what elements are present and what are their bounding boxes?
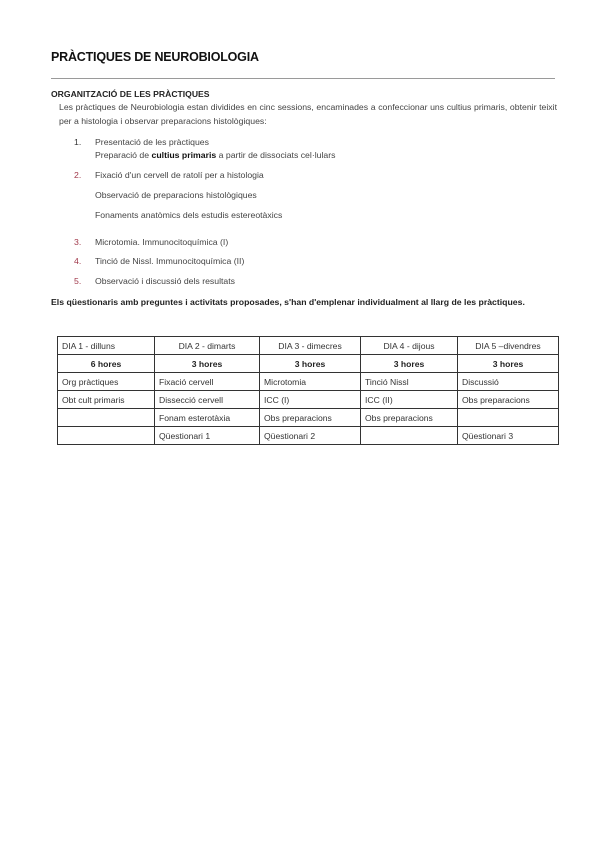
table-cell: Dissecció cervell: [155, 391, 260, 409]
session-3-number: 3.: [74, 237, 82, 247]
page-title: PRÀCTIQUES DE NEUROBIOLOGIA: [51, 50, 259, 64]
table-row: [58, 409, 559, 427]
table-cell: Qüestionari 3: [458, 427, 559, 445]
session-2-line-3: Fonaments anatòmics dels estudis estereotàxics: [95, 210, 283, 220]
hours-day-4: 3 hores: [361, 355, 458, 373]
title-divider: [51, 78, 555, 79]
header-day-5: DIA 5 –divendres: [458, 337, 559, 355]
header-day-1: DIA 1 - dilluns: [58, 337, 155, 355]
session-4-line-1: Tinció de Nissl. Immunocitoquímica (II): [95, 256, 245, 266]
session-5-number: 5.: [74, 276, 82, 286]
session-5-line-1: Observació i discussió dels resultats: [95, 276, 236, 286]
table-cell: Qüestionari 1: [155, 427, 260, 445]
table-row: [58, 373, 559, 391]
table-cell: [58, 427, 155, 445]
intro-paragraph: Les pràctiques de Neurobiologia estan dividides en cinc sessions, encaminades a confeccionar uns cultius primaris, obtenir teixit per a histologia i observar preparacions histològiques:: [59, 102, 557, 126]
session-1-line-1: Presentació de les pràctiques: [95, 137, 209, 147]
session-2-number: 2.: [74, 170, 82, 180]
table-cell: [58, 409, 155, 427]
schedule-hours-row: [58, 355, 559, 373]
table-cell: Obs preparacions: [458, 391, 559, 409]
table-row: [58, 427, 559, 445]
table-cell: [458, 409, 559, 427]
session-1-number: 1.: [74, 137, 82, 147]
table-cell: ICC (II): [361, 391, 458, 409]
hours-day-3: 3 hores: [260, 355, 361, 373]
hours-day-1: 6 hores: [58, 355, 155, 373]
table-row: [58, 391, 559, 409]
session-4-number: 4.: [74, 256, 82, 266]
table-cell: Microtomia: [260, 373, 361, 391]
table-cell: Obs preparacions: [260, 409, 361, 427]
questionnaire-note: Els qüestionaris amb preguntes i activitats proposades, s'han d'emplenar individualment al llarg de les pràctiques.: [51, 297, 525, 307]
header-day-2: DIA 2 - dimarts: [155, 337, 260, 355]
table-cell: Fixació cervell: [155, 373, 260, 391]
header-day-4: DIA 4 - dijous: [361, 337, 458, 355]
hours-day-5: 3 hores: [458, 355, 559, 373]
header-day-3: DIA 3 - dimecres: [260, 337, 361, 355]
session-2-line-2: Observació de preparacions histològiques: [95, 190, 257, 200]
session-3-line-1: Microtomia. Immunocitoquímica (I): [95, 237, 229, 247]
table-cell: Qüestionari 2: [260, 427, 361, 445]
table-cell: Obs preparacions: [361, 409, 458, 427]
session-1-line-2: Preparació de cultius primaris a partir de dissociats cel·lulars: [95, 149, 336, 160]
session-2-line-1: Fixació d'un cervell de ratolí per a histologia: [95, 170, 264, 180]
table-cell: Obt cult primaris: [58, 391, 155, 409]
table-cell: Fonam esterotàxia: [155, 409, 260, 427]
table-cell: ICC (I): [260, 391, 361, 409]
table-cell: Discussió: [458, 373, 559, 391]
table-cell: [361, 427, 458, 445]
schedule-table: [57, 336, 559, 445]
table-cell: Tinció Nissl: [361, 373, 458, 391]
session-1-text: [95, 136, 335, 162]
table-cell: Org pràctiques: [58, 373, 155, 391]
section-heading: ORGANITZACIÓ DE LES PRÀCTIQUES: [51, 89, 210, 99]
schedule-header-row: [58, 337, 559, 355]
hours-day-2: 3 hores: [155, 355, 260, 373]
